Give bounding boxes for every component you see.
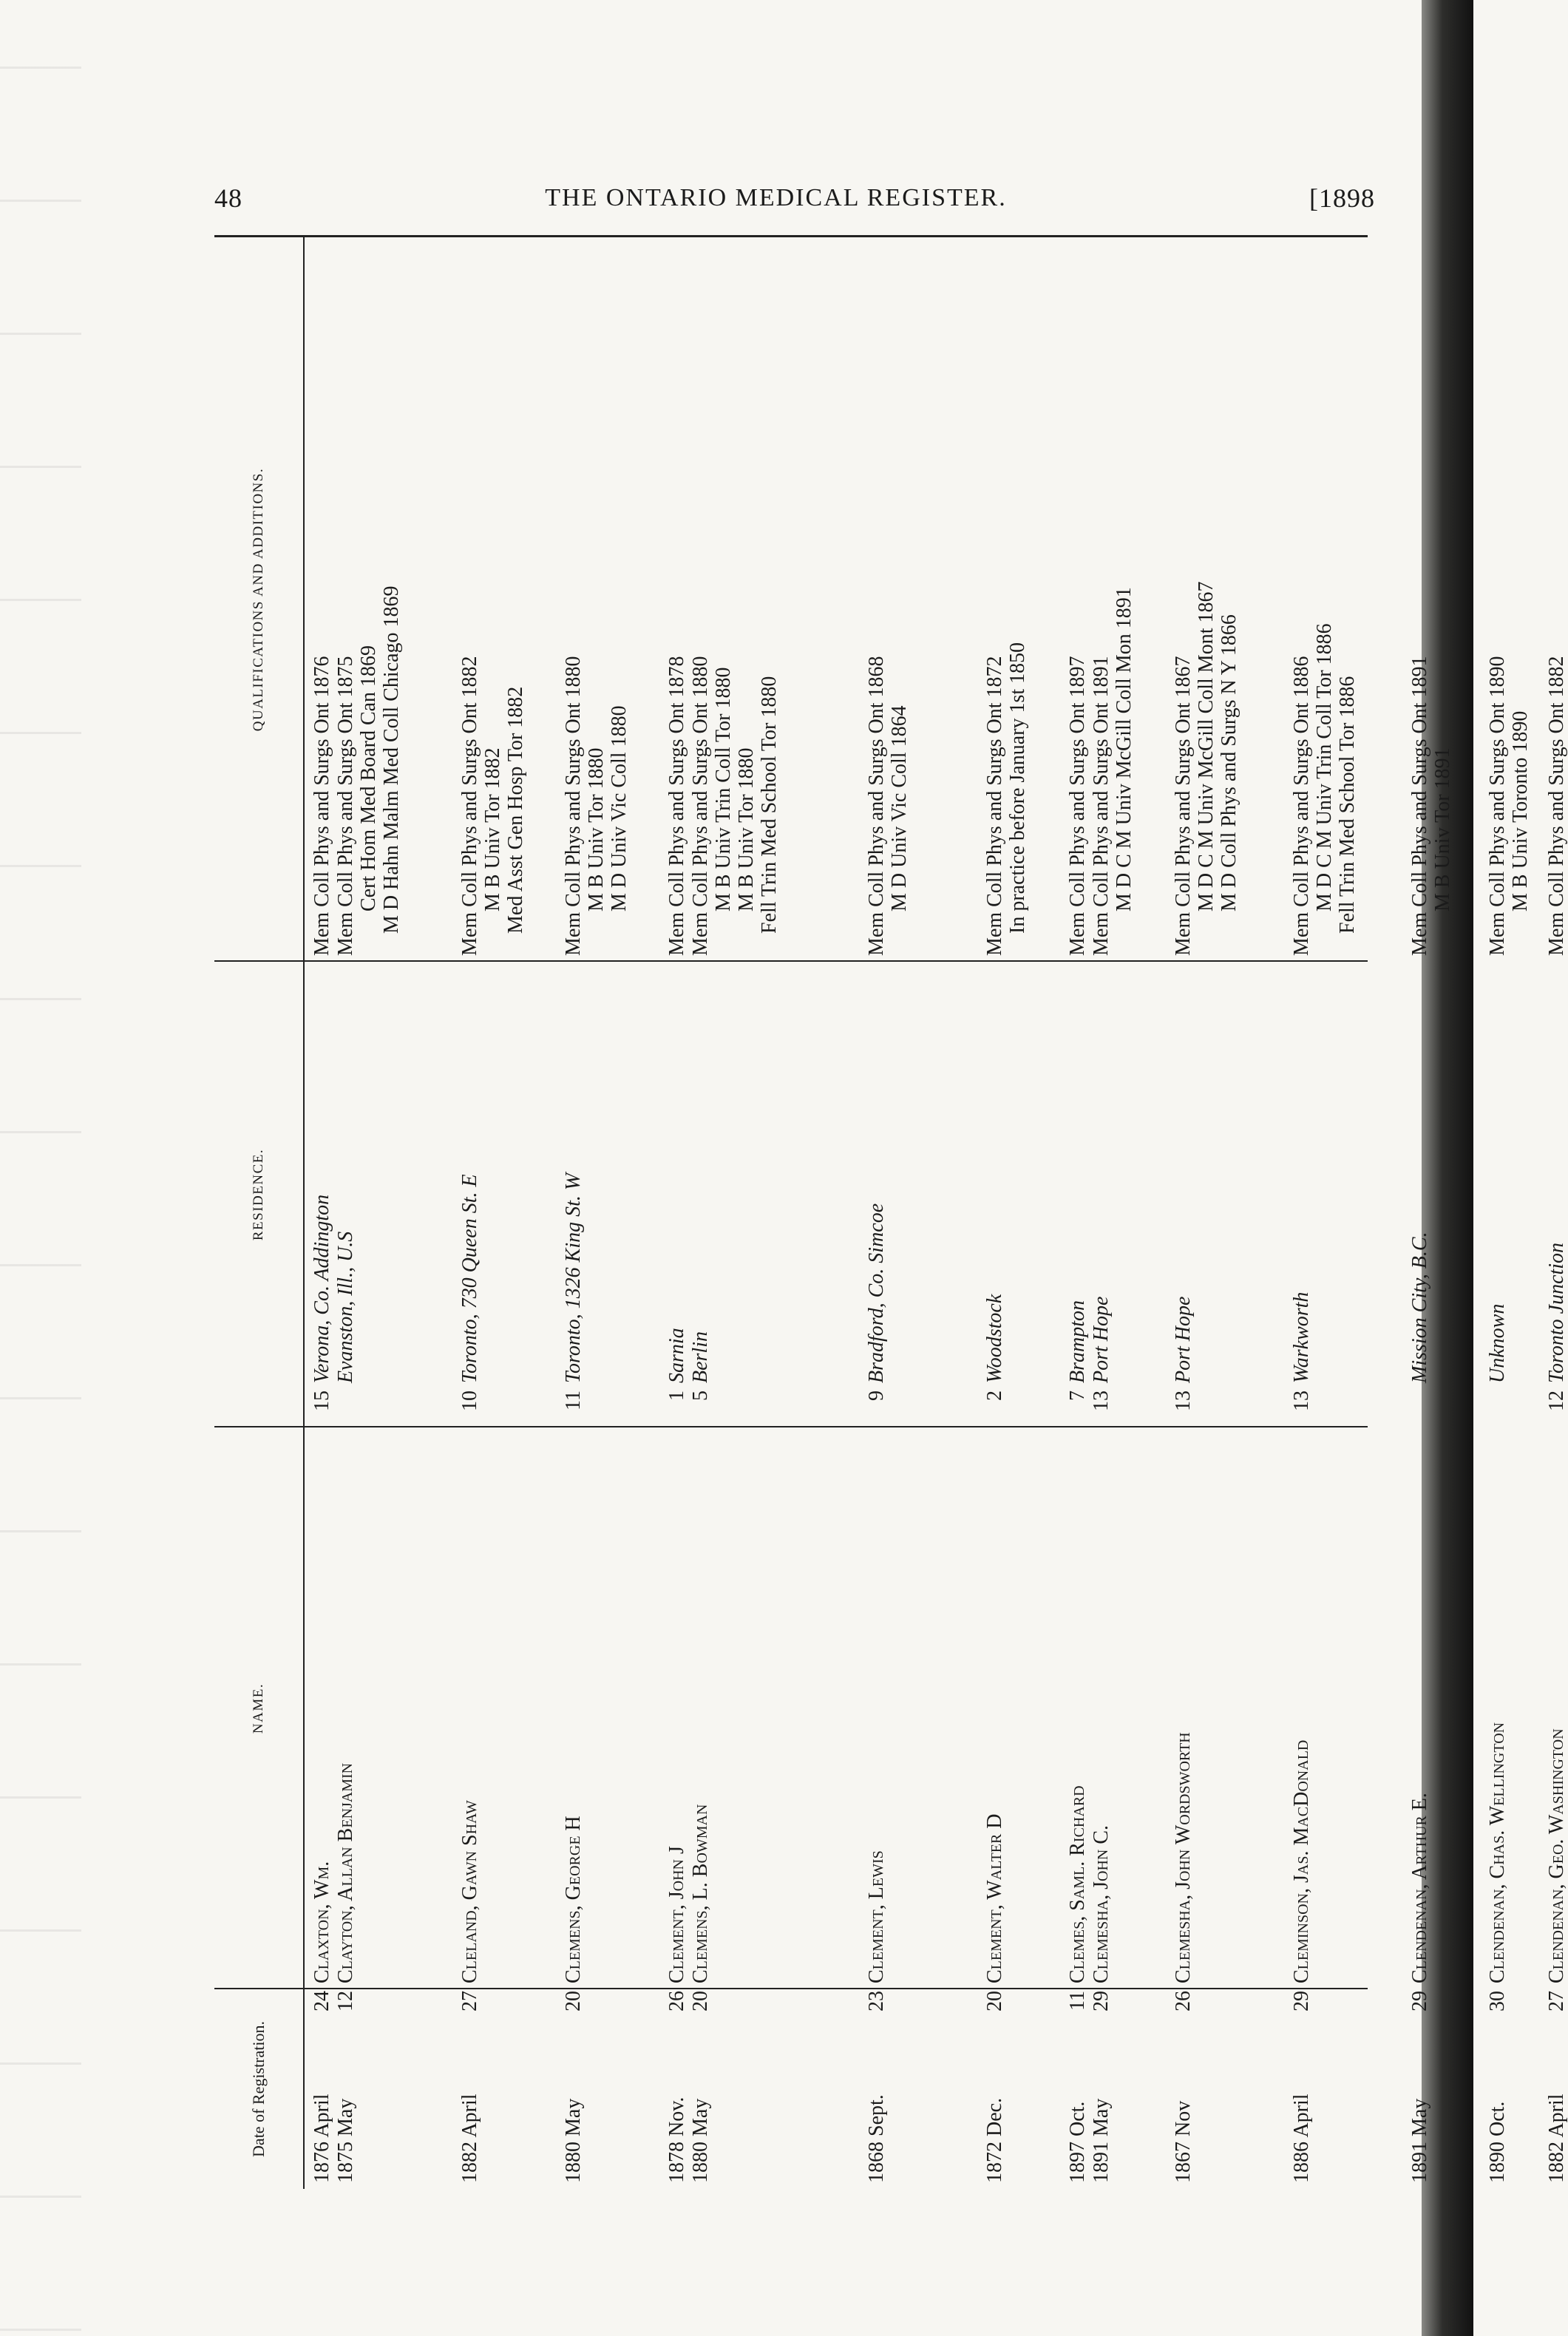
qualification-line: M B Univ Tor 1880	[585, 747, 608, 911]
qualification-line: Mem Coll Phys and Surgs Ont 1875	[334, 656, 357, 956]
residence-number: 12	[1545, 1391, 1568, 1411]
qualification-line: Mem Coll Phys and Surgs Ont 1876	[310, 656, 333, 956]
registration-date: 1880 May	[562, 2098, 585, 2183]
qualifications	[1172, 242, 1241, 956]
qualification-line: Mem Coll Phys and Surgs Ont 1886	[1290, 656, 1313, 956]
page-title: THE ONTARIO MEDICAL REGISTER.	[545, 184, 1007, 211]
physician-name: Clemens, George H	[562, 1816, 585, 1983]
physician-name: Clendenan, Arthur E.	[1408, 1793, 1431, 1983]
residence: Port Hope	[1172, 1296, 1195, 1383]
qualification-line: Mem Coll Phys and Surgs Ont 1878	[665, 656, 688, 956]
page-number: 48	[214, 183, 242, 213]
registration-day: 12	[334, 1991, 357, 2011]
table-header	[214, 237, 305, 2189]
physician-name: Claxton, Wm.	[310, 1861, 333, 1983]
qualification-line: Mem Coll Phys and Surgs Ont 1882	[1545, 656, 1568, 956]
residence-number: 10	[458, 1391, 481, 1411]
qualifications	[1066, 242, 1089, 956]
residence-number: 15	[310, 1391, 333, 1411]
registration-day: 11	[1066, 1991, 1089, 2011]
page-year: [1898	[1309, 183, 1375, 213]
registration-date: 1875 May	[334, 2098, 357, 2183]
qualifications	[334, 242, 403, 956]
registration-date: 1867 Nov	[1172, 2100, 1195, 2183]
qualification-line: Mem Coll Phys and Surgs Ont 1890	[1486, 656, 1509, 956]
registration-day: 23	[865, 1991, 888, 2011]
residence: Toronto, 730 Queen St. E	[458, 1174, 481, 1383]
physician-name: Clement, Lewis	[865, 1850, 888, 1983]
residence-number: 2	[983, 1391, 1006, 1401]
physician-name: Clement, John J	[665, 1846, 688, 1983]
column-header-name: NAME.	[251, 1683, 266, 1734]
qualification-line: Mem Coll Phys and Surgs Ont 1882	[458, 656, 481, 956]
qualifications	[865, 242, 911, 956]
registration-day: 27	[458, 1991, 481, 2011]
residence-number: 7	[1066, 1391, 1089, 1401]
qualification-line: Mem Coll Phys and Surgs Ont 1891	[1090, 656, 1113, 956]
qualification-line: M D C M Univ McGill Coll Mont 1867	[1195, 581, 1218, 911]
registration-day: 29	[1290, 1991, 1313, 2011]
qualification-line: Fell Trin Med School Tor 1880	[758, 676, 781, 934]
registration-day: 29	[1090, 1991, 1113, 2011]
registration-date: 1882 April	[458, 2094, 481, 2183]
registration-date: 1868 Sept.	[865, 2094, 888, 2183]
register-frame	[214, 235, 1568, 2189]
qualification-line: Mem Coll Phys and Surgs Ont 1880	[689, 656, 712, 956]
qualification-line: M D Univ Vic Coll 1864	[888, 705, 911, 911]
residence: Warkworth	[1290, 1291, 1313, 1383]
qualification-line: M B Univ Trin Coll Tor 1880	[712, 667, 735, 911]
qualifications	[458, 242, 527, 956]
column-divider	[214, 1426, 1368, 1427]
residence: Evanston, Ill., U.S	[334, 1231, 357, 1383]
qualification-line: Mem Coll Phys and Surgs Ont 1891	[1408, 656, 1431, 956]
residence: Mission City, B.C.	[1408, 1232, 1431, 1383]
residence: Woodstock	[983, 1294, 1006, 1383]
column-header-qualifications: QUALIFICATIONS AND ADDITIONS.	[251, 467, 266, 732]
residence: Toronto, 1326 King St. W	[562, 1172, 585, 1383]
physician-name: Clendenan, Geo. Washington	[1545, 1728, 1568, 1983]
residence: Port Hope	[1090, 1296, 1113, 1383]
physician-name: Clemesha, John C.	[1090, 1824, 1113, 1983]
qualifications	[1290, 242, 1359, 956]
qualifications	[689, 242, 781, 956]
residence-number: 1	[665, 1391, 688, 1401]
qualifications	[310, 242, 333, 956]
registration-date: 1886 April	[1290, 2094, 1313, 2183]
registration-date: 1872 Dec.	[983, 2097, 1006, 2183]
residence: Berlin	[689, 1331, 712, 1383]
qualifications	[1545, 242, 1568, 956]
physician-name: Cleland, Gawn Shaw	[458, 1800, 481, 1983]
physician-name: Cleminson, Jas. MacDonald	[1290, 1739, 1313, 1983]
qualification-line: Mem Coll Phys and Surgs Ont 1868	[865, 656, 888, 956]
registration-day: 29	[1408, 1991, 1431, 2011]
residence-number: 5	[689, 1391, 712, 1401]
column-header-residence: RESIDENCE.	[251, 1148, 266, 1241]
registration-date: 1878 Nov.	[665, 2096, 688, 2183]
registration-day: 20	[983, 1991, 1006, 2011]
qualification-line: M D C M Univ Trin Coll Tor 1886	[1313, 623, 1336, 911]
registration-day: 26	[665, 1991, 688, 2011]
registration-day: 20	[689, 1991, 712, 2011]
registration-date: 1891 May	[1408, 2098, 1431, 2183]
qualifications	[983, 242, 1029, 956]
register-table	[214, 237, 1568, 2189]
registration-date: 1876 April	[310, 2094, 333, 2183]
left-margin-specks	[0, 0, 81, 2336]
physician-name: Clemes, Saml. Richard	[1066, 1785, 1089, 1983]
column-divider	[214, 960, 1368, 962]
qualification-line: M D Univ Vic Coll 1880	[608, 705, 631, 911]
residence: Toronto Junction	[1545, 1242, 1568, 1383]
registration-day: 26	[1172, 1991, 1195, 2011]
registration-date: 1890 Oct.	[1486, 2101, 1509, 2183]
qualification-line: M B Univ Toronto 1890	[1509, 710, 1532, 911]
registration-day: 20	[562, 1991, 585, 2011]
residence: Verona, Co. Addington	[310, 1194, 333, 1383]
qualification-line: M B Univ Tor 1882	[481, 747, 504, 911]
column-divider	[214, 1988, 1368, 1989]
qualifications	[1486, 242, 1532, 956]
physician-name: Clemens, L. Bowman	[689, 1804, 712, 1983]
registration-day: 27	[1545, 1991, 1568, 2011]
qualification-line: Mem Coll Phys and Surgs Ont 1872	[983, 656, 1006, 956]
qualification-line: M D Hahn Malm Med Coll Chicago 1869	[380, 585, 403, 934]
residence: Brampton	[1066, 1300, 1089, 1383]
qualifications	[1408, 242, 1454, 956]
qualifications	[562, 242, 631, 956]
qualification-line: Med Asst Gen Hosp Tor 1882	[504, 686, 527, 934]
registration-date: 1882 April	[1545, 2094, 1568, 2183]
registration-date: 1880 May	[689, 2098, 712, 2183]
residence-number: 9	[865, 1391, 888, 1401]
physician-name: Clemesha, John Wordsworth	[1172, 1732, 1195, 1983]
registration-day: 30	[1486, 1991, 1509, 2011]
residence: Unknown	[1486, 1303, 1509, 1383]
qualification-line: Cert Hom Med Board Can 1869	[357, 645, 380, 911]
physician-name: Clement, Walter D	[983, 1813, 1006, 1983]
residence-number: 13	[1172, 1391, 1195, 1411]
residence: Bradford, Co. Simcoe	[865, 1203, 888, 1383]
qualification-line: M B Univ Tor 1880	[735, 747, 758, 911]
registration-day: 24	[310, 1991, 333, 2011]
qualification-line: Fell Trin Med School Tor 1886	[1336, 676, 1359, 934]
residence-number: 13	[1090, 1391, 1113, 1411]
qualification-line: Mem Coll Phys and Surgs Ont 1867	[1172, 656, 1195, 956]
registration-date: 1897 Oct.	[1066, 2101, 1089, 2183]
qualification-line: In practice before January 1st 1850	[1006, 642, 1029, 934]
qualifications	[665, 242, 688, 956]
column-header-date: Date of Registration.	[249, 2021, 268, 2157]
physician-name: Clendenan, Chas. Wellington	[1486, 1722, 1509, 1983]
qualification-line: M D C M Univ McGill Coll Mon 1891	[1113, 587, 1136, 911]
residence-number: 13	[1290, 1391, 1313, 1411]
qualification-line: M D Coll Phys and Surgs N Y 1866	[1218, 614, 1241, 911]
physician-name: Clayton, Allan Benjamin	[334, 1762, 357, 1983]
qualification-line: Mem Coll Phys and Surgs Ont 1897	[1066, 656, 1089, 956]
residence: Sarnia	[665, 1328, 688, 1383]
qualification-line: Mem Coll Phys and Surgs Ont 1880	[562, 656, 585, 956]
page-header	[214, 176, 1375, 220]
registration-date: 1891 May	[1090, 2098, 1113, 2183]
qualifications	[1090, 242, 1136, 956]
qualification-line: M B Univ Tor 1891	[1431, 747, 1454, 911]
residence-number: 11	[562, 1391, 585, 1410]
